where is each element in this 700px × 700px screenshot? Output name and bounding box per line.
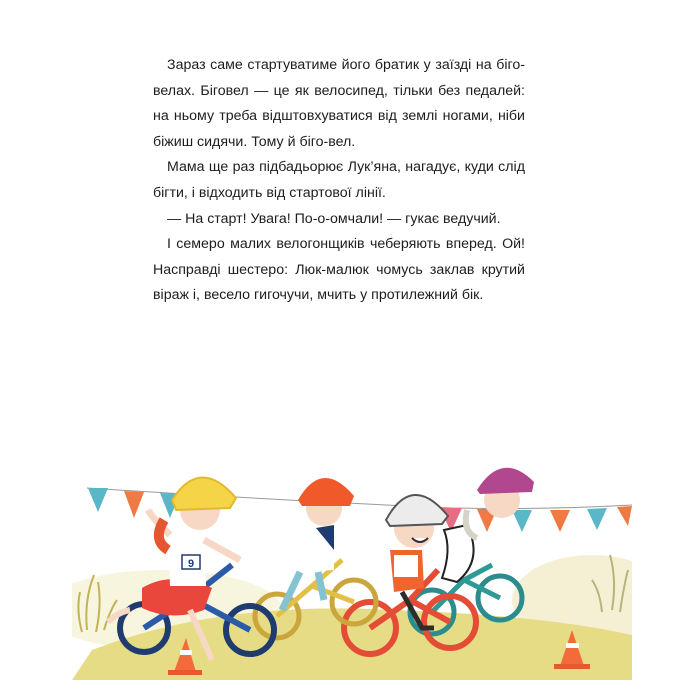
text-line: віраж і, весело гигочучи, мчить у протилежний бік. xyxy=(153,287,484,304)
helmet xyxy=(477,468,534,494)
helmet xyxy=(298,478,354,506)
race-illustration xyxy=(72,360,632,680)
helmet xyxy=(172,477,236,510)
text-line: — На старт! Увага! По-о-омчали! — гукає ведучий. xyxy=(167,210,501,227)
flag xyxy=(88,488,108,512)
text-line: Мама ще раз підбадьорює Лук’яна, нагадує, куди слід xyxy=(167,159,525,176)
text-line: на ньому треба відштовхуватися від землі ногами, ніби xyxy=(153,108,525,125)
text-line: Зараз саме стартуватиме його братик у заїзді на біго- xyxy=(167,57,525,73)
text-line: біжиш сидячи. Тому й біго-вел. xyxy=(153,133,356,150)
text-line: І семеро малих велогонщиків чеберяють вперед. Ой! xyxy=(167,236,525,253)
helmet xyxy=(386,495,448,526)
flag xyxy=(512,510,532,532)
flag xyxy=(587,508,607,530)
flag xyxy=(550,510,570,532)
bib-number: 9 xyxy=(187,558,195,570)
flag xyxy=(124,491,144,518)
bunting-flags xyxy=(87,488,632,532)
story-text xyxy=(153,53,525,309)
text-line: Насправді шестеро: Люк-малюк чомусь заклав крутий xyxy=(153,261,525,278)
text-line: велах. Біговел — це як велосипед, тільки без педалей: xyxy=(153,82,525,99)
flag xyxy=(617,506,632,526)
text-line: бігти, і відходить від стартової лінії. xyxy=(153,184,386,201)
